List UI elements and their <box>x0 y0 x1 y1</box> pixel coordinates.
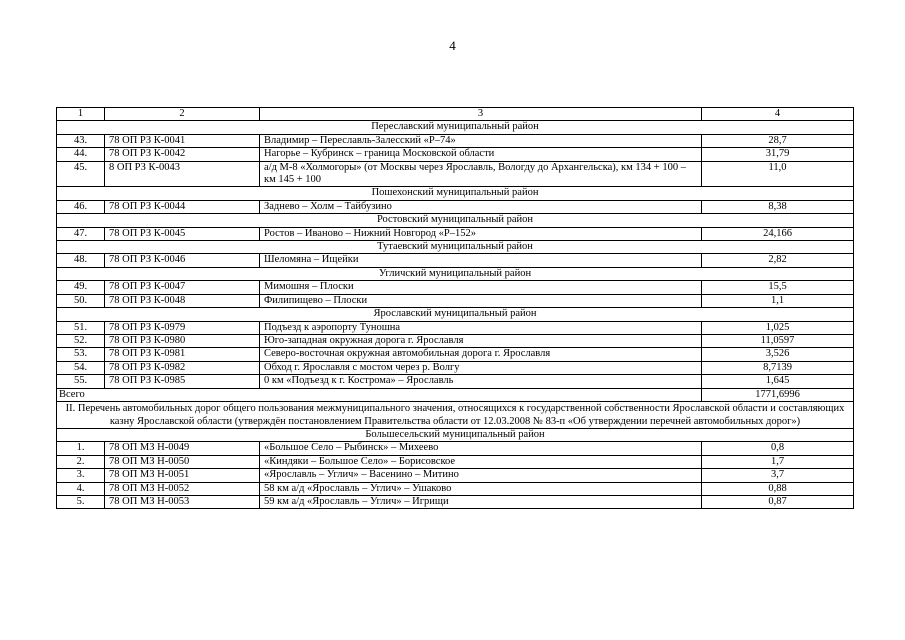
table-row <box>57 227 854 240</box>
road-name: Нагорье – Кубринск – граница Московской области <box>260 148 702 161</box>
road-code: 8 ОП РЗ К-0043 <box>105 161 260 187</box>
district-name: Ростовский муниципальный район <box>57 214 854 227</box>
road-length: 8,38 <box>702 200 854 213</box>
row-number: 47. <box>57 227 105 240</box>
road-name: «Большое Село – Рыбинск» – Михеево <box>260 442 702 455</box>
road-code: 78 ОП РЗ К-0046 <box>105 254 260 267</box>
district-name: Ярославский муниципальный район <box>57 308 854 321</box>
road-code: 78 ОП МЗ Н-0052 <box>105 482 260 495</box>
road-code: 78 ОП РЗ К-0041 <box>105 134 260 147</box>
table-row <box>57 469 854 482</box>
district-name: Переславский муниципальный район <box>57 121 854 134</box>
table-row <box>57 482 854 495</box>
part-title: II. Перечень автомобильных дорог общего пользования межмуниципального значения, относящихся к государственной собственности Ярославской области и составляющих казну Ярославской области (утверждён постановлением Правительства области от 12.03.2008 № 83-п «Об утверждении перечней автомобильных дорог») <box>57 401 854 428</box>
table-row <box>57 348 854 361</box>
total-value: 1771,6996 <box>702 388 854 401</box>
roads-table <box>56 107 854 509</box>
table-row <box>57 442 854 455</box>
road-length: 0,8 <box>702 442 854 455</box>
road-name: Северо-восточная окружная автомобильная дорога г. Ярославля <box>260 348 702 361</box>
row-number: 48. <box>57 254 105 267</box>
column-number: 3 <box>260 108 702 121</box>
district-header-row <box>57 267 854 280</box>
total-row <box>57 388 854 401</box>
row-number: 1. <box>57 442 105 455</box>
district-name: Пошехонский муниципальный район <box>57 187 854 200</box>
road-code: 78 ОП РЗ К-0042 <box>105 148 260 161</box>
district-name: Большесельский муниципальный район <box>57 428 854 441</box>
table-row <box>57 200 854 213</box>
road-name: а/д М-8 «Холмогоры» (от Москвы через Ярославль, Вологду до Архангельска), км 134 + 100 – км 145 + 100 <box>260 161 702 187</box>
district-header-row <box>57 121 854 134</box>
district-header-row <box>57 187 854 200</box>
district-name: Угличский муниципальный район <box>57 267 854 280</box>
table-row <box>57 161 854 187</box>
road-code: 78 ОП РЗ К-0980 <box>105 334 260 347</box>
road-name: Мимошня – Плоски <box>260 281 702 294</box>
road-name: Ростов – Иваново – Нижний Новгород «Р–152» <box>260 227 702 240</box>
road-code: 78 ОП МЗ Н-0051 <box>105 469 260 482</box>
road-name: Заднево – Холм – Тайбузино <box>260 200 702 213</box>
road-length: 1,7 <box>702 455 854 468</box>
row-number: 54. <box>57 361 105 374</box>
road-name: «Ярославль – Углич» – Васенино – Митино <box>260 469 702 482</box>
road-name: 0 км «Подъезд к г. Кострома» – Ярославль <box>260 375 702 388</box>
row-number: 49. <box>57 281 105 294</box>
district-header-row <box>57 241 854 254</box>
road-length: 28,7 <box>702 134 854 147</box>
road-code: 78 ОП РЗ К-0044 <box>105 200 260 213</box>
road-name: Обход г. Ярославля с мостом через р. Волгу <box>260 361 702 374</box>
road-name: 59 км а/д «Ярославль – Углич» – Игрищи <box>260 495 702 508</box>
road-length: 8,7139 <box>702 361 854 374</box>
road-code: 78 ОП РЗ К-0045 <box>105 227 260 240</box>
road-length: 11,0 <box>702 161 854 187</box>
road-code: 78 ОП МЗ Н-0049 <box>105 442 260 455</box>
road-name: «Киндяки – Большое Село» – Борисовское <box>260 455 702 468</box>
district-name: Тутаевский муниципальный район <box>57 241 854 254</box>
table-row <box>57 281 854 294</box>
table-row <box>57 134 854 147</box>
column-number-row <box>57 108 854 121</box>
road-length: 24,166 <box>702 227 854 240</box>
row-number: 3. <box>57 469 105 482</box>
row-number: 50. <box>57 294 105 307</box>
row-number: 44. <box>57 148 105 161</box>
road-name: Владимир – Переславль-Залесский «Р–74» <box>260 134 702 147</box>
road-length: 31,79 <box>702 148 854 161</box>
road-name: Филипищево – Плоски <box>260 294 702 307</box>
road-length: 15,5 <box>702 281 854 294</box>
row-number: 2. <box>57 455 105 468</box>
table-row <box>57 361 854 374</box>
road-length: 0,87 <box>702 495 854 508</box>
road-name: Юго-западная окружная дорога г. Ярославля <box>260 334 702 347</box>
road-length: 0,88 <box>702 482 854 495</box>
column-number: 2 <box>105 108 260 121</box>
row-number: 45. <box>57 161 105 187</box>
road-code: 78 ОП РЗ К-0985 <box>105 375 260 388</box>
row-number: 53. <box>57 348 105 361</box>
road-code: 78 ОП МЗ Н-0050 <box>105 455 260 468</box>
part-title-row <box>57 401 854 428</box>
table-row <box>57 495 854 508</box>
row-number: 52. <box>57 334 105 347</box>
row-number: 43. <box>57 134 105 147</box>
table-row <box>57 455 854 468</box>
road-code: 78 ОП РЗ К-0981 <box>105 348 260 361</box>
table-row <box>57 375 854 388</box>
district-header-row <box>57 428 854 441</box>
table-row <box>57 148 854 161</box>
road-code: 78 ОП РЗ К-0982 <box>105 361 260 374</box>
district-header-row <box>57 214 854 227</box>
road-name: Шеломяна – Ищейки <box>260 254 702 267</box>
road-length: 1,645 <box>702 375 854 388</box>
road-length: 3,526 <box>702 348 854 361</box>
road-length: 1,025 <box>702 321 854 334</box>
row-number: 51. <box>57 321 105 334</box>
road-code: 78 ОП РЗ К-0048 <box>105 294 260 307</box>
row-number: 4. <box>57 482 105 495</box>
column-number: 1 <box>57 108 105 121</box>
road-code: 78 ОП РЗ К-0979 <box>105 321 260 334</box>
road-length: 3,7 <box>702 469 854 482</box>
table-row <box>57 294 854 307</box>
column-number: 4 <box>702 108 854 121</box>
road-length: 2,82 <box>702 254 854 267</box>
row-number: 46. <box>57 200 105 213</box>
road-name: Подъезд к аэропорту Туношна <box>260 321 702 334</box>
table-row <box>57 334 854 347</box>
road-code: 78 ОП РЗ К-0047 <box>105 281 260 294</box>
total-label: Всего <box>57 388 702 401</box>
table-row <box>57 254 854 267</box>
row-number: 55. <box>57 375 105 388</box>
row-number: 5. <box>57 495 105 508</box>
page-number: 4 <box>449 38 456 53</box>
road-code: 78 ОП МЗ Н-0053 <box>105 495 260 508</box>
road-length: 1,1 <box>702 294 854 307</box>
road-length: 11,0597 <box>702 334 854 347</box>
road-name: 58 км а/д «Ярославль – Углич» – Ушаково <box>260 482 702 495</box>
table-row <box>57 321 854 334</box>
district-header-row <box>57 308 854 321</box>
